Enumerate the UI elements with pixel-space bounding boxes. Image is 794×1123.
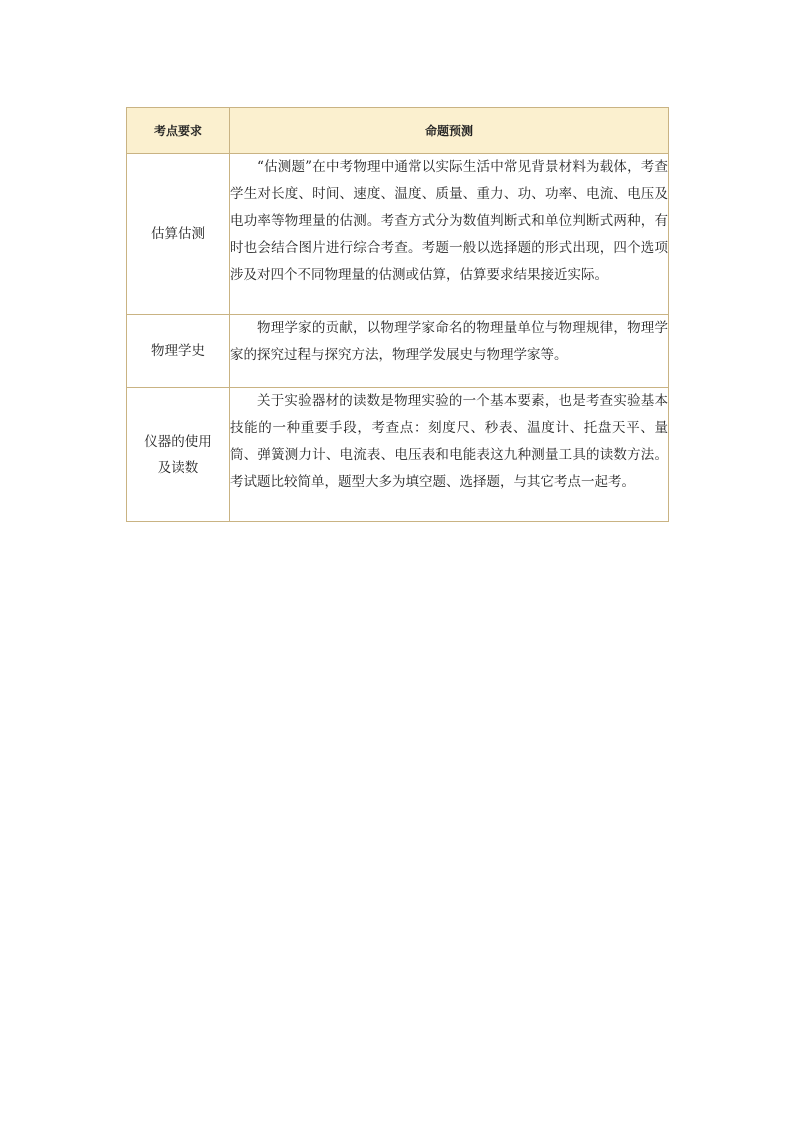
requirement-instruments-line1: 仪器的使用: [144, 433, 212, 450]
prediction-estimation: [230, 154, 669, 315]
header-prediction: 命题预测: [230, 108, 669, 154]
prediction-estimation-rest: 体，考查学生对长度、时间、速度、温度、质量、重力、功、功率、电流、电压及电功率等物理量的估测。考查方式分为数值判断式和单位判断式两种，有时也会结合图片进行综合考查。考题一般以选择题的形式出现，四个选项涉及对四个不同物理量的估测或估算，估算要求结果接近实际。: [230, 159, 668, 283]
prediction-instruments: 关于实验器材的读数是物理实验的一个基本要素，也是考查实验基本技能的一种重要手段，考查点：刻度尺、秒表、温度计、托盘天平、量筒、弹簧测力计、电流表、电压表和电能表这九种测量工具的读数方法。考试题比较简单，题型大多为填空题、选择题，与其它考点一起考。: [230, 388, 669, 522]
prediction-estimation-quote: “估测题”在中考物理中通常以实际生活中常见背景材料为载: [257, 159, 614, 175]
exam-points-table: [126, 107, 669, 522]
requirement-instruments-line2: 及读数: [157, 459, 199, 476]
requirement-estimation: 估算估测: [127, 154, 230, 315]
requirement-instruments: [127, 388, 230, 522]
header-requirement: 考点要求: [127, 108, 230, 154]
prediction-physics-history: 物理学家的贡献，以物理学家命名的物理量单位与物理规律，物理学家的探究过程与探究方法，物理学发展史与物理学家等。: [230, 315, 669, 388]
table-row: [127, 315, 669, 388]
table-row: [127, 154, 669, 315]
table-row: [127, 388, 669, 522]
requirement-physics-history: 物理学史: [127, 315, 230, 388]
table-header-row: [127, 108, 669, 154]
